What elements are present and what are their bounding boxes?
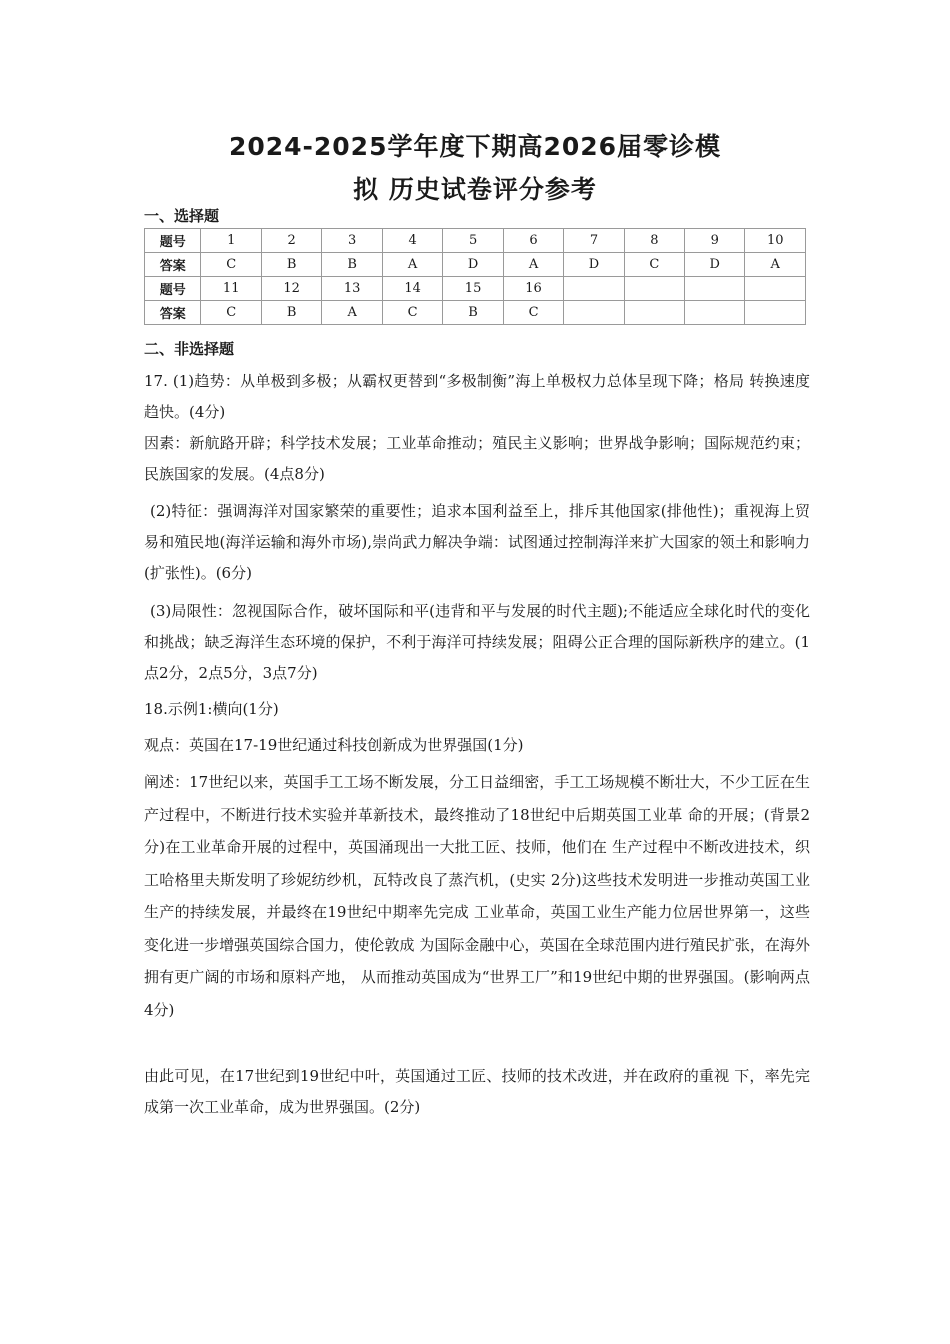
table-cell	[685, 301, 745, 325]
section-non-choice-heading: 二、非选择题	[144, 340, 235, 358]
table-cell: 1	[201, 229, 261, 253]
table-row-question-numbers-2	[145, 277, 806, 301]
table-cell: B	[261, 253, 321, 277]
table-cell: 12	[261, 277, 321, 301]
table-cell	[745, 301, 806, 325]
table-cell: 5	[443, 229, 503, 253]
table-cell: 8	[624, 229, 684, 253]
section-multiple-choice-heading: 一、选择题	[144, 207, 220, 225]
table-cell: C	[201, 301, 261, 325]
table-cell: C	[201, 253, 261, 277]
table-cell	[685, 277, 745, 301]
q17-part3-limitations: (3)局限性：忽视国际合作，破坏国际和平(违背和平与发展的时代主题);不能适应全球化时代的变化和挑战；缺乏海洋生态环境的保护，不利于海洋可持续发展；阻碍公正合理的国际新秩序的建立。(1点2分，2点5分，3点7分)	[144, 602, 810, 682]
table-cell: A	[503, 253, 563, 277]
q17-part2-features: (2)特征：强调海洋对国家繁荣的重要性；追求本国利益至上，排斥其他国家(排他性)；重视海上贸易和殖民地(海洋运输和海外市场),崇尚武力解决争端：试图通过控制海洋来扩大国家的领土和影响力(扩张性)。(6分)	[144, 502, 810, 582]
table-cell: A	[322, 301, 382, 325]
table-cell: C	[624, 253, 684, 277]
table-cell: D	[564, 253, 624, 277]
table-cell: D	[443, 253, 503, 277]
table-cell: 16	[503, 277, 563, 301]
table-cell: B	[261, 301, 321, 325]
table-cell: A	[382, 253, 442, 277]
table-cell: C	[382, 301, 442, 325]
table-cell: C	[503, 301, 563, 325]
document-title-line-1: 2024-2025学年度下期高2026届零诊模	[228, 132, 722, 161]
table-cell: D	[685, 253, 745, 277]
table-cell	[624, 277, 684, 301]
table-cell: A	[745, 253, 806, 277]
table-row-question-numbers-1	[145, 229, 806, 253]
table-cell: 7	[564, 229, 624, 253]
table-cell	[624, 301, 684, 325]
table-cell	[745, 277, 806, 301]
q17-part1-trend: 17. (1)趋势：从单极到多极；从霸权更替到“多极制衡”海上单极权力总体呈现下降；格局 转换速度趋快。(4分)	[144, 372, 810, 421]
table-cell: B	[322, 253, 382, 277]
document-title-line-2: 拟 历史试卷评分参考	[353, 175, 597, 204]
row-label-question: 题号	[145, 277, 201, 301]
table-cell	[564, 301, 624, 325]
table-cell: 2	[261, 229, 321, 253]
table-cell: 3	[322, 229, 382, 253]
table-cell: 9	[685, 229, 745, 253]
q17-part1-factors: 因素：新航路开辟；科学技术发展；工业革命推动；殖民主义影响；世界战争影响；国际规范约束；民族国家的发展。(4点8分)	[144, 434, 810, 483]
table-cell: 14	[382, 277, 442, 301]
q18-elaboration: 阐述：17世纪以来，英国手工工场不断发展，分工日益细密，手工工场规模不断壮大，不少工匠在生产过程中，不断进行技术实验并革新技术，最终推动了18世纪中后期英国工业革 命的开展；(背景2分)在工业革命开展的过程中，英国涌现出一大批工匠、技师，他们在 生产过程中不断改进技术，织工哈格里夫斯发明了珍妮纺纱机，瓦特改良了蒸汽机，(史实 2分)这些技术发明进一步推动英国工业生产的持续发展，并最终在19世纪中期率先完成 工业革命，英国工业生产能力位居世界第一，这些变化进一步增强英国综合国力，使伦敦成 为国际金融中心，英国在全球范围内进行殖民扩张，在海外拥有更广阔的市场和原料产地， 从而推动英国成为“世界工厂”和19世纪中期的世界强国。(影响两点4分)	[144, 773, 810, 1019]
answer-key-table	[144, 228, 806, 325]
table-cell: 6	[503, 229, 563, 253]
row-label-answer: 答案	[145, 253, 201, 277]
table-row-answers-1	[145, 253, 806, 277]
q18-viewpoint: 观点：英国在17-19世纪通过科技创新成为世界强国(1分)	[144, 736, 524, 754]
q18-conclusion: 由此可见，在17世纪到19世纪中叶，英国通过工匠、技师的技术改进，并在政府的重视 下，率先完成第一次工业革命，成为世界强国。(2分)	[144, 1067, 810, 1116]
table-row-answers-2	[145, 301, 806, 325]
table-cell: 4	[382, 229, 442, 253]
table-cell: 15	[443, 277, 503, 301]
table-cell: 13	[322, 277, 382, 301]
row-label-question: 题号	[145, 229, 201, 253]
row-label-answer: 答案	[145, 301, 201, 325]
q18-example-heading: 18.示例1:横向(1分)	[144, 700, 279, 718]
table-cell: 10	[745, 229, 806, 253]
table-cell	[564, 277, 624, 301]
table-cell: 11	[201, 277, 261, 301]
table-cell: B	[443, 301, 503, 325]
